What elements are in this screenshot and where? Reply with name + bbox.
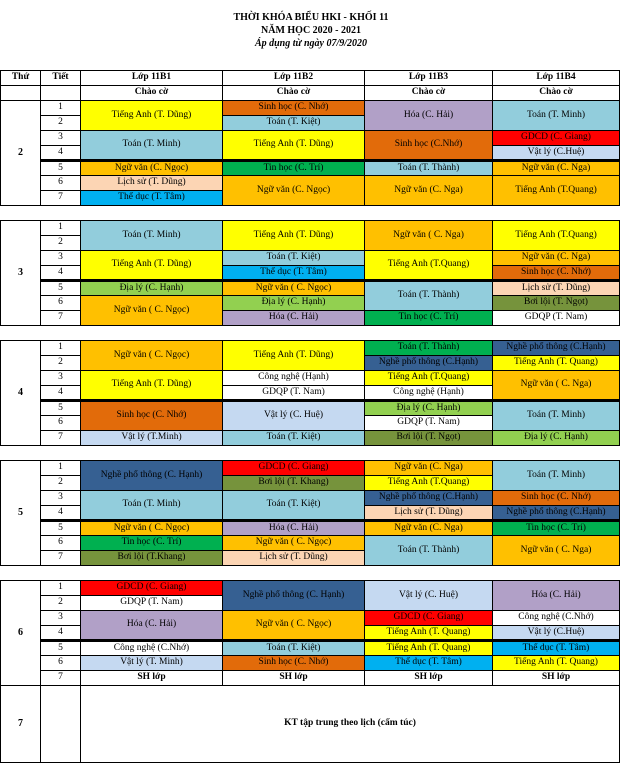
lesson: Bơi lội (T. Khang) — [223, 476, 365, 491]
period: 3 — [41, 131, 81, 146]
period: 7 — [41, 671, 81, 686]
blank — [41, 86, 81, 101]
lesson: Tiếng Anh (T. Quang) — [493, 356, 620, 371]
period: 3 — [41, 251, 81, 266]
period: 2 — [41, 116, 81, 131]
school-year: NĂM HỌC 2020 - 2021 — [261, 25, 361, 36]
lesson: Công nghệ (Hạnh) — [223, 371, 365, 386]
lesson: Thể dục (T. Tâm) — [493, 641, 620, 656]
lesson: Toán (T. Kiệt) — [223, 116, 365, 131]
lesson: Hóa (C. Hải) — [223, 521, 365, 536]
lesson: Tiếng Anh (T.Quang) — [493, 176, 620, 206]
lesson: Hóa (C. Hải) — [81, 611, 223, 641]
header-11b2: Lớp 11B2 — [223, 71, 365, 86]
lesson: Tiếng Anh (T.Quang) — [365, 371, 493, 386]
lesson: Tiếng Anh (T. Dũng) — [81, 251, 223, 281]
lesson: Vật lý (C. Huệ) — [223, 401, 365, 431]
period: 5 — [41, 521, 81, 536]
lesson: Tiếng Anh (T. Dũng) — [81, 101, 223, 131]
period: 3 — [41, 491, 81, 506]
lesson: Tiếng Anh (T. Dũng) — [223, 131, 365, 161]
lesson: Vật lý (C.Huệ) — [493, 146, 620, 161]
lesson: Toán (T. Kiệt) — [223, 251, 365, 266]
lesson: Công nghệ (C.Nhớ) — [493, 611, 620, 626]
lesson: GDCD (C. Giang) — [365, 611, 493, 626]
period: 3 — [41, 611, 81, 626]
day-2: 2 — [1, 101, 41, 206]
lesson: Sinh học (C. Nhớ) — [223, 101, 365, 116]
header-tiet: Tiết — [41, 71, 81, 86]
period: 5 — [41, 401, 81, 416]
lesson: Ngữ văn (C. Nga) — [493, 251, 620, 266]
period: 1 — [41, 341, 81, 356]
day-6: 6 — [1, 581, 41, 686]
period: 5 — [41, 641, 81, 656]
lesson: Tin học (C. Trí) — [365, 311, 493, 326]
period: 4 — [41, 386, 81, 401]
lesson: Ngữ văn (C. Ngọc) — [81, 161, 223, 176]
period: 6 — [41, 536, 81, 551]
flag-salute: Chào cờ — [81, 86, 223, 101]
lesson: GDQP (T. Nam) — [493, 311, 620, 326]
lesson: Ngữ văn ( C. Ngọc) — [223, 611, 365, 641]
flag-salute: Chào cờ — [493, 86, 620, 101]
lesson: Tiếng Anh (T. Quang) — [365, 626, 493, 641]
header-11b3: Lớp 11B3 — [365, 71, 493, 86]
blank — [41, 686, 81, 763]
period: 6 — [41, 176, 81, 191]
lesson: Ngữ văn ( C. Nga) — [365, 221, 493, 251]
apply-date: Áp dụng từ ngày 07/9/2020 — [254, 38, 368, 49]
lesson: Địa lý (C. Hạnh) — [365, 401, 493, 416]
lesson: Vật lý (T. Minh) — [81, 656, 223, 671]
homeroom: SH lớp — [81, 671, 223, 686]
period: 6 — [41, 416, 81, 431]
lesson: Toán (T. Minh) — [493, 461, 620, 491]
lesson: Vật lý (C. Huệ) — [365, 581, 493, 611]
lesson: Ngữ văn ( C. Nga) — [493, 371, 620, 401]
schedule-title: THỜI KHÓA BIỂU HKI - KHỐI 11 — [233, 12, 389, 23]
lesson: Toán (T. Minh) — [81, 131, 223, 161]
lesson: Ngữ văn ( C. Nga) — [493, 536, 620, 566]
period: 4 — [41, 506, 81, 521]
lesson: Hóa (C. Hải) — [493, 581, 620, 611]
period: 6 — [41, 656, 81, 671]
day-7: 7 — [1, 686, 41, 763]
period: 1 — [41, 221, 81, 236]
lesson: Sinh học (C.Nhớ) — [365, 131, 493, 161]
lesson: Ngữ văn ( C. Ngọc) — [223, 281, 365, 296]
lesson: Tin học (C. Trí) — [223, 161, 365, 176]
lesson: Lịch sử (T. Dũng) — [223, 551, 365, 566]
lesson: Toán (T. Minh) — [81, 221, 223, 251]
lesson: GDCD (C. Giang) — [493, 131, 620, 146]
lesson: Toán (T. Thành) — [365, 161, 493, 176]
lesson: Vật lý (C.Huệ) — [493, 626, 620, 641]
homeroom: SH lớp — [223, 671, 365, 686]
lesson: Tiếng Anh (T. Dũng) — [81, 371, 223, 401]
lesson: Tiếng Anh (T. Quang) — [493, 656, 620, 671]
homeroom: SH lớp — [493, 671, 620, 686]
lesson: Toán (T. Minh) — [81, 491, 223, 521]
lesson: Toán (T. Minh) — [493, 101, 620, 131]
period: 7 — [41, 311, 81, 326]
period: 2 — [41, 356, 81, 371]
lesson: Sinh học (C. Nhớ) — [493, 266, 620, 281]
period: 1 — [41, 581, 81, 596]
lesson: Tiếng Anh (T. Quang) — [365, 641, 493, 656]
lesson: Toán (T. Thành) — [365, 536, 493, 566]
lesson: Công nghệ (C.Nhớ) — [81, 641, 223, 656]
lesson: Tiếng Anh (T.Quang) — [365, 476, 493, 491]
lesson: Thể dục (T. Tâm) — [223, 266, 365, 281]
day-5: 5 — [1, 461, 41, 566]
flag-salute: Chào cờ — [365, 86, 493, 101]
lesson: Ngữ văn (C. Nga) — [365, 461, 493, 476]
lesson: Địa lý (C. Hạnh) — [493, 431, 620, 446]
period: 1 — [41, 461, 81, 476]
period: 4 — [41, 266, 81, 281]
lesson: Tiếng Anh (T. Dũng) — [223, 221, 365, 251]
blank — [1, 86, 41, 101]
header-thu: Thứ — [1, 71, 41, 86]
lesson: Nghề phổ thông (C.Hạnh) — [365, 356, 493, 371]
lesson: Toán (T. Kiệt) — [223, 491, 365, 521]
flag-salute: Chào cờ — [223, 86, 365, 101]
lesson: Nghề phổ thông (C.Hạnh) — [493, 341, 620, 356]
lesson: Ngữ văn (C. Nga) — [365, 521, 493, 536]
period: 2 — [41, 476, 81, 491]
lesson: Vật lý (T.Minh) — [81, 431, 223, 446]
lesson: Địa lý (C. Hạnh) — [223, 296, 365, 311]
lesson: Tiếng Anh (T.Quang) — [365, 251, 493, 281]
lesson: Toán (T. Kiệt) — [223, 431, 365, 446]
lesson: Sinh học (C. Nhớ) — [493, 491, 620, 506]
lesson: Toán (T. Thành) — [365, 281, 493, 311]
lesson: Ngữ văn ( C. Ngọc) — [223, 536, 365, 551]
lesson: Nghề phổ thông (C.Hạnh) — [365, 491, 493, 506]
lesson: Sinh học (C. Nhớ) — [81, 401, 223, 431]
lesson: Tiếng Anh (T. Dũng) — [223, 341, 365, 371]
lesson: Địa lý (C. Hạnh) — [81, 281, 223, 296]
lesson: Hóa (C. Hải) — [365, 101, 493, 131]
lesson: Bơi lội (T. Ngọt) — [365, 431, 493, 446]
lesson: Bơi lội (T.Khang) — [81, 551, 223, 566]
day-3: 3 — [1, 221, 41, 326]
header-11b4: Lớp 11B4 — [493, 71, 620, 86]
lesson: GDQP (T. Nam) — [365, 416, 493, 431]
day-4: 4 — [1, 341, 41, 446]
period: 1 — [41, 101, 81, 116]
lesson: Ngữ văn (C. Nga) — [365, 176, 493, 206]
lesson: Thể dục (T. Tâm) — [365, 656, 493, 671]
period: 7 — [41, 551, 81, 566]
lesson: Tin học (C. Trí) — [493, 521, 620, 536]
exam-note: KT tập trung theo lịch (cấm túc) — [81, 686, 620, 763]
period: 5 — [41, 281, 81, 296]
lesson: Lịch sử (T. Dũng) — [81, 176, 223, 191]
lesson: Ngữ văn (C. Ngọc) — [223, 176, 365, 206]
lesson: Lịch sử (T. Dũng) — [365, 506, 493, 521]
homeroom: SH lớp — [365, 671, 493, 686]
lesson: Hóa (C. Hải) — [223, 311, 365, 326]
lesson: GDQP (T. Nam) — [223, 386, 365, 401]
lesson: Ngữ văn (C. Nga) — [493, 161, 620, 176]
header-11b1: Lớp 11B1 — [81, 71, 223, 86]
period: 3 — [41, 371, 81, 386]
lesson: Toán (T. Kiệt) — [223, 641, 365, 656]
lesson: Công nghệ (Hạnh) — [365, 386, 493, 401]
lesson: Nghề phổ thông (C.Hạnh) — [493, 506, 620, 521]
period: 7 — [41, 431, 81, 446]
lesson: GDCD (C. Giang) — [223, 461, 365, 476]
lesson: Tiếng Anh (T.Quang) — [493, 221, 620, 251]
lesson: Thể dục (T. Tâm) — [81, 191, 223, 206]
timetable — [0, 70, 620, 763]
lesson: Sinh học (C. Nhớ) — [223, 656, 365, 671]
period: 4 — [41, 146, 81, 161]
period: 6 — [41, 296, 81, 311]
lesson: Ngữ văn ( C. Ngọc) — [81, 341, 223, 371]
lesson: Bơi lội (T. Ngọt) — [493, 296, 620, 311]
lesson: GDCD (C. Giang) — [81, 581, 223, 596]
period: 2 — [41, 236, 81, 251]
lesson: GDQP (T. Nam) — [81, 596, 223, 611]
lesson: Toán (T. Minh) — [493, 401, 620, 431]
lesson: Nghề phổ thông (C. Hạnh) — [223, 581, 365, 611]
lesson: Ngữ văn ( C. Ngọc) — [81, 296, 223, 326]
period: 7 — [41, 191, 81, 206]
lesson: Nghề phổ thông (C. Hạnh) — [81, 461, 223, 491]
period: 5 — [41, 161, 81, 176]
lesson: Ngữ văn ( C. Ngọc) — [81, 521, 223, 536]
period: 2 — [41, 596, 81, 611]
period: 4 — [41, 626, 81, 641]
lesson: Tin học (C. Trí) — [81, 536, 223, 551]
lesson: Toán (T. Thành) — [365, 341, 493, 356]
lesson: Lịch sử (T. Dũng) — [493, 281, 620, 296]
